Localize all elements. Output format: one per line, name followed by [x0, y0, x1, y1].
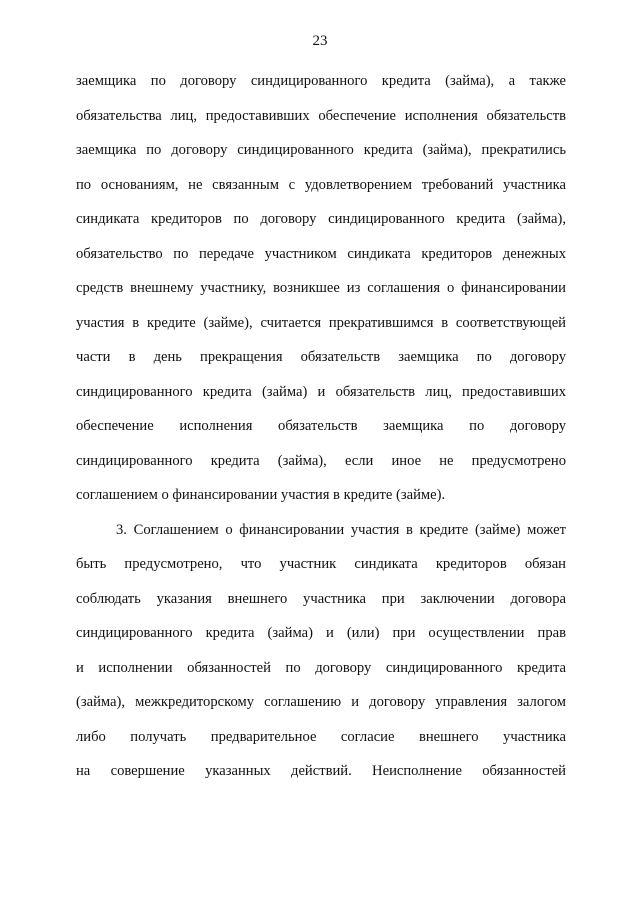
- paragraph-1-line-10: синдицированного кредита (займа) и обязательств лиц, предоставивших: [76, 384, 566, 400]
- paragraph-1-line-8: участия в кредите (займе), считается прекратившимся в соответствующей: [76, 315, 566, 331]
- paragraph-1-line-2: обязательства лиц, предоставивших обеспечение исполнения обязательств: [76, 108, 566, 124]
- paragraph-1-line-12: синдицированного кредита (займа), если иное не предусмотрено: [76, 453, 566, 469]
- paragraph-2-line-3: соблюдать указания внешнего участника при заключении договора: [76, 591, 566, 607]
- paragraph-2-line-1: 3. Соглашением о финансировании участия в кредите (займе) может: [116, 522, 566, 538]
- page-number: 23: [312, 33, 328, 49]
- paragraph-1-line-6: обязательство по передаче участником синдиката кредиторов денежных: [76, 246, 566, 262]
- paragraph-2-line-6: (займа), межкредиторскому соглашению и договору управления залогом: [76, 694, 566, 710]
- paragraph-2-line-7: либо получать предварительное согласие внешнего участника: [76, 729, 566, 745]
- paragraph-1-line-11: обеспечение исполнения обязательств заемщика по договору: [76, 418, 566, 434]
- paragraph-2-line-4: синдицированного кредита (займа) и (или) при осуществлении прав: [76, 625, 566, 641]
- paragraph-1-line-13: соглашением о финансировании участия в кредите (займе).: [76, 487, 446, 503]
- paragraph-1-line-7: средств внешнему участнику, возникшее из соглашения о финансировании: [76, 280, 566, 296]
- paragraph-2-line-5: и исполнении обязанностей по договору синдицированного кредита: [76, 660, 566, 676]
- paragraph-1-line-1: заемщика по договору синдицированного кредита (займа), а также: [76, 73, 566, 89]
- paragraph-1-line-4: по основаниям, не связанным с удовлетворением требований участника: [76, 177, 566, 193]
- paragraph-2-line-2: быть предусмотрено, что участник синдиката кредиторов обязан: [76, 556, 566, 572]
- paragraph-1-line-3: заемщика по договору синдицированного кредита (займа), прекратились: [76, 142, 566, 158]
- paragraph-1-line-5: синдиката кредиторов по договору синдицированного кредита (займа),: [76, 211, 566, 227]
- paragraph-1-line-9: части в день прекращения обязательств заемщика по договору: [76, 349, 566, 365]
- paragraph-2-line-8: на совершение указанных действий. Неисполнение обязанностей: [76, 763, 566, 779]
